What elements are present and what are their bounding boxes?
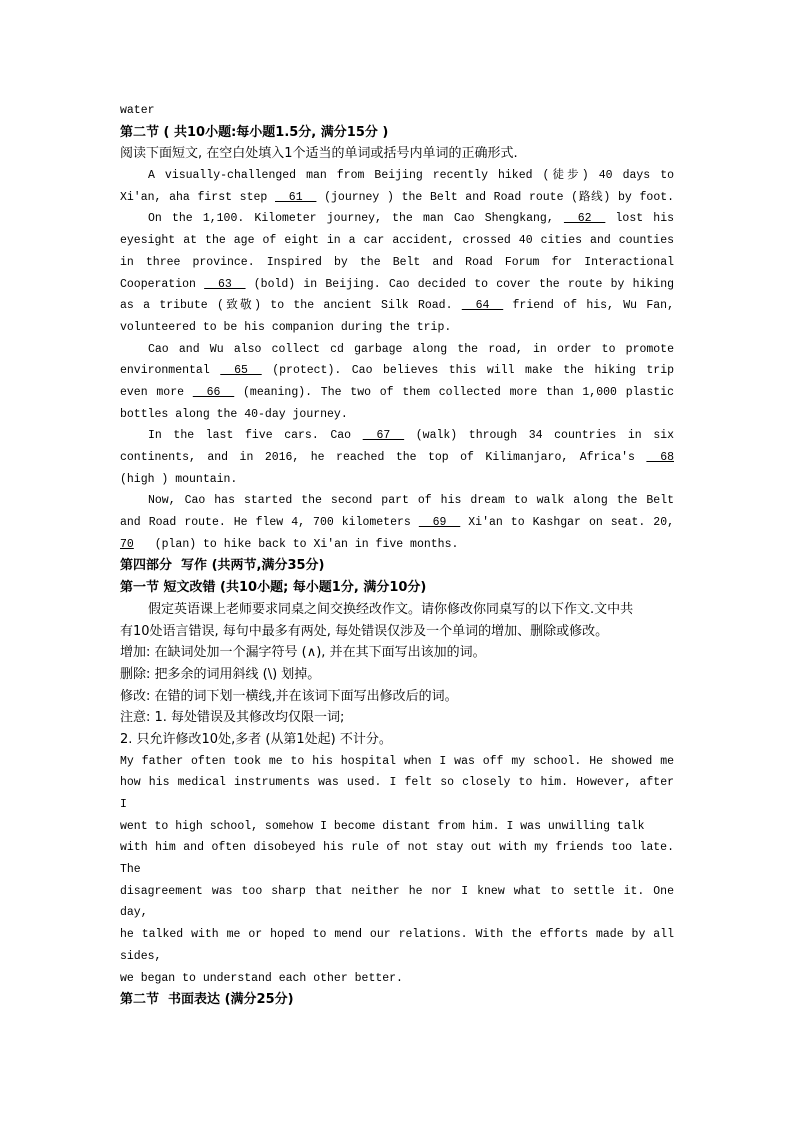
essay-line: day,	[120, 906, 148, 920]
passage-line	[120, 295, 674, 317]
essay-line: My father often took me to his hospital when I was off my school. He showed me	[120, 754, 674, 768]
text: friend of his, Wu Fan,	[512, 299, 674, 313]
passage-line: eyesight at the age of eight in a car accident, crossed 40 cities and counties	[120, 234, 674, 248]
instruction-line: 增加: 在缺词处加一个漏字符号 (∧), 并在其下面写出该加的词。	[120, 645, 486, 661]
part-heading: 第四部分 写作 (共两节,满分35分)	[120, 558, 325, 574]
essay-line: we began to understand each other better.	[120, 971, 403, 985]
section-heading: 第二节 ( 共10小题:每小题1.5分, 满分15分 )	[120, 124, 389, 140]
text: Xi'an to Kashgar on seat. 20,	[468, 516, 675, 530]
text: even more	[120, 385, 184, 399]
text-line: water	[120, 104, 155, 117]
essay-line: with him and often disobeyed his rule of not stay out with my friends too late.	[120, 841, 674, 855]
blank-70[interactable]: 70	[120, 537, 134, 551]
text: (bold) in Beijing. Cao decided to cover the route by hiking	[253, 277, 675, 291]
passage-line: in three province. Inspired by the Belt and Road Forum for Interactional	[120, 255, 674, 269]
essay-line: I	[120, 798, 127, 811]
text: Xi'an, aha first step	[120, 190, 268, 204]
text: On the 1,100. Kilometer journey, the man Cao Shengkang,	[148, 212, 554, 226]
passage-line	[120, 382, 674, 404]
text: environmental	[120, 364, 210, 378]
text: (plan) to hike back to Xi'an in five months.	[154, 537, 459, 551]
essay-line: he talked with me or hoped to mend our relations. With the efforts made by all	[120, 928, 674, 942]
instruction-line: 2. 只允许修改10处,多者 (从第1处起) 不计分。	[120, 731, 392, 747]
blank-61[interactable]: 61	[275, 190, 317, 204]
blank-64[interactable]: 64	[461, 299, 504, 313]
text: In the last five cars. Cao	[148, 429, 352, 443]
text: (journey ) the Belt and Road route (路线) by foot.	[324, 190, 675, 204]
text: (meaning). The two of them collected more than 1,000 plastic	[243, 385, 675, 399]
essay-line: The	[120, 863, 141, 877]
text: (protect). Cao believes this will make the hiking trip	[272, 364, 674, 378]
instruction-line: 阅读下面短文, 在空白处填入1个适当的单词或括号内单词的正确形式.	[120, 146, 518, 162]
passage-line	[120, 534, 674, 556]
instruction-line: 假定英语课上老师要求同桌之间交换经改作文。请你修改你同桌写的以下作文.文中共	[148, 601, 634, 617]
blank-65[interactable]: 65	[220, 364, 262, 378]
text: and Road route. He flew 4, 700 kilometers	[120, 516, 411, 530]
document-page	[120, 100, 674, 1011]
passage-line	[120, 360, 674, 382]
blank-68[interactable]: 68	[646, 451, 674, 464]
essay-line: went to high school, somehow I become distant from him. I was unwilling talk	[120, 819, 645, 833]
passage-line	[120, 425, 674, 447]
instruction-line: 删除: 把多余的词用斜线 (\) 划掉。	[120, 666, 321, 682]
passage-line: (high ) mountain.	[120, 472, 238, 486]
text: lost his	[615, 212, 675, 226]
passage-line	[120, 208, 674, 230]
section-heading: 第二节 书面表达 (满分25分)	[120, 992, 294, 1008]
passage-line	[120, 512, 674, 534]
text: Cooperation	[120, 277, 196, 291]
blank-66[interactable]: 66	[192, 385, 235, 399]
blank-69[interactable]: 69	[418, 516, 461, 530]
passage-line	[120, 274, 674, 296]
passage-line	[120, 187, 674, 209]
passage-line: Cao and Wu also collect cd garbage along the road, in order to promote	[148, 342, 674, 356]
passage-line: Now, Cao has started the second part of his dream to walk along the Belt	[148, 494, 674, 508]
instruction-line: 修改: 在错的词下划一横线,并在该词下面写出修改后的词。	[120, 688, 458, 704]
instruction-line: 注意: 1. 每处错误及其修改均仅限一词;	[120, 710, 345, 726]
essay-line: how his medical instruments was used. I felt so closely to him. However, after	[120, 776, 674, 790]
blank-62[interactable]: 62	[563, 212, 606, 226]
blank-67[interactable]: 67	[362, 429, 405, 443]
text: (walk) through 34 countries in six	[415, 429, 675, 443]
passage-line: A visually-challenged man from Beijing recently hiked (徒步) 40 days to	[148, 169, 674, 183]
essay-line: sides,	[120, 949, 162, 963]
passage-line: volunteered to be his companion during the trip.	[120, 320, 452, 334]
instruction-line: 有10处语言错误, 每句中最多有两处, 每处错误仅涉及一个单词的增加、删除或修改。	[120, 623, 609, 639]
text: as a tribute (致敬) to the ancient Silk Road.	[120, 299, 453, 313]
section-heading: 第一节 短文改错 (共10小题; 每小题1分, 满分10分)	[120, 580, 427, 596]
passage-line: bottles along the 40-day journey.	[120, 407, 348, 421]
text: continents, and in 2016, he reached the top of Kilimanjaro, Africa's	[120, 451, 635, 464]
passage-line	[120, 447, 674, 469]
blank-63[interactable]: 63	[204, 277, 246, 291]
essay-line: disagreement was too sharp that neither he nor I knew what to settle it. One	[120, 884, 674, 898]
